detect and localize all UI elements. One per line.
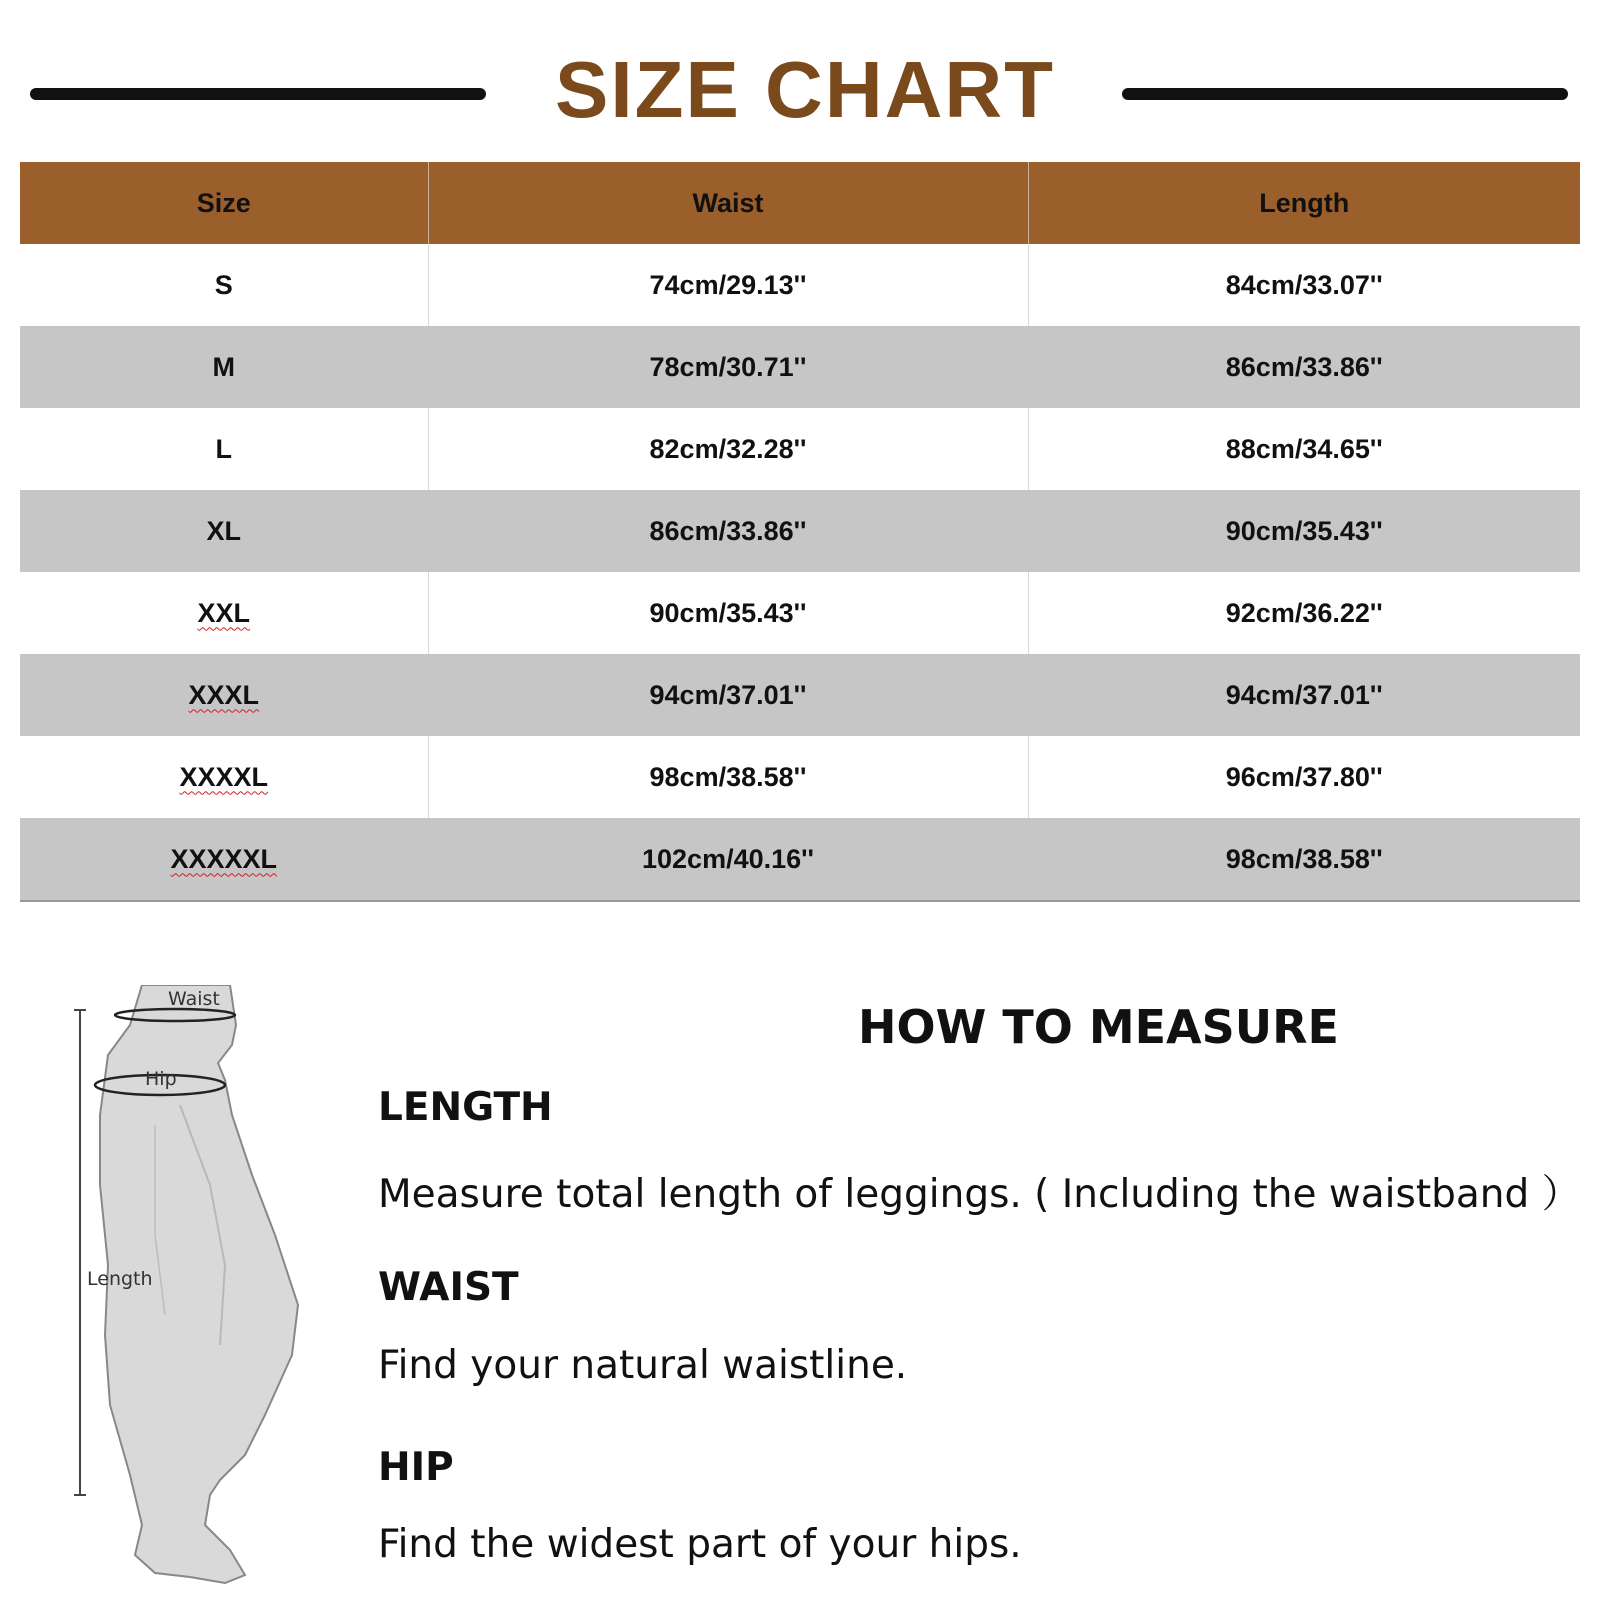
table-row <box>20 736 1580 818</box>
table-row <box>20 572 1580 654</box>
size-cell <box>20 818 428 901</box>
length-cell: 92cm/36.22'' <box>1028 572 1580 654</box>
page-title: SIZE CHART <box>555 45 1055 134</box>
size-label: M <box>212 351 235 382</box>
leggings-illustration <box>60 985 320 1595</box>
waist-heading: WAIST <box>378 1265 519 1310</box>
table-row <box>20 654 1580 736</box>
waist-cell: 102cm/40.16'' <box>428 818 1028 901</box>
size-label: XXXXXL <box>170 843 278 874</box>
title-rule-left <box>30 88 486 100</box>
length-cell: 84cm/33.07'' <box>1028 244 1580 326</box>
length-instruction: Measure total length of leggings. ( Including the waistband ） <box>378 1172 1581 1217</box>
waist-cell: 86cm/33.86'' <box>428 490 1028 572</box>
waist-cell: 94cm/37.01'' <box>428 654 1028 736</box>
waist-cell: 78cm/30.71'' <box>428 326 1028 408</box>
waist-cell: 90cm/35.43'' <box>428 572 1028 654</box>
table-row <box>20 244 1580 326</box>
length-cell: 98cm/38.58'' <box>1028 818 1580 901</box>
waist-cell: 82cm/32.28'' <box>428 408 1028 490</box>
size-label: XXXL <box>188 679 260 710</box>
table-row <box>20 818 1580 901</box>
size-cell <box>20 490 428 572</box>
size-cell <box>20 244 428 326</box>
length-cell: 86cm/33.86'' <box>1028 326 1580 408</box>
size-label: S <box>214 269 233 300</box>
waist-label: Waist <box>168 988 220 1010</box>
waist-cell: 98cm/38.58'' <box>428 736 1028 818</box>
hip-heading: HIP <box>378 1445 454 1490</box>
size-cell <box>20 572 428 654</box>
size-label: XXXXL <box>179 761 269 792</box>
size-label: L <box>215 433 232 464</box>
size-cell <box>20 654 428 736</box>
leggings-figure <box>60 985 320 1595</box>
header-length: Length <box>1028 162 1580 244</box>
hip-label: Hip <box>145 1068 177 1090</box>
length-cell: 94cm/37.01'' <box>1028 654 1580 736</box>
table-row <box>20 490 1580 572</box>
size-label: XL <box>206 515 241 546</box>
title-row <box>0 40 1600 140</box>
size-cell <box>20 736 428 818</box>
header-size: Size <box>20 162 428 244</box>
table-row <box>20 408 1580 490</box>
waist-instruction: Find your natural waistline. <box>378 1343 908 1388</box>
title-rule-right <box>1122 88 1568 100</box>
size-label: XXL <box>197 597 250 628</box>
hip-instruction: Find the widest part of your hips. <box>378 1522 1022 1567</box>
how-to-measure-title: HOW TO MEASURE <box>858 1000 1339 1054</box>
waist-cell: 74cm/29.13'' <box>428 244 1028 326</box>
table-row <box>20 326 1580 408</box>
header-waist: Waist <box>428 162 1028 244</box>
length-heading: LENGTH <box>378 1085 553 1130</box>
size-cell <box>20 326 428 408</box>
length-cell: 90cm/35.43'' <box>1028 490 1580 572</box>
table-header-row <box>20 162 1580 244</box>
length-cell: 96cm/37.80'' <box>1028 736 1580 818</box>
length-label: Length <box>87 1268 153 1290</box>
size-table <box>20 162 1580 902</box>
size-cell <box>20 408 428 490</box>
length-cell: 88cm/34.65'' <box>1028 408 1580 490</box>
